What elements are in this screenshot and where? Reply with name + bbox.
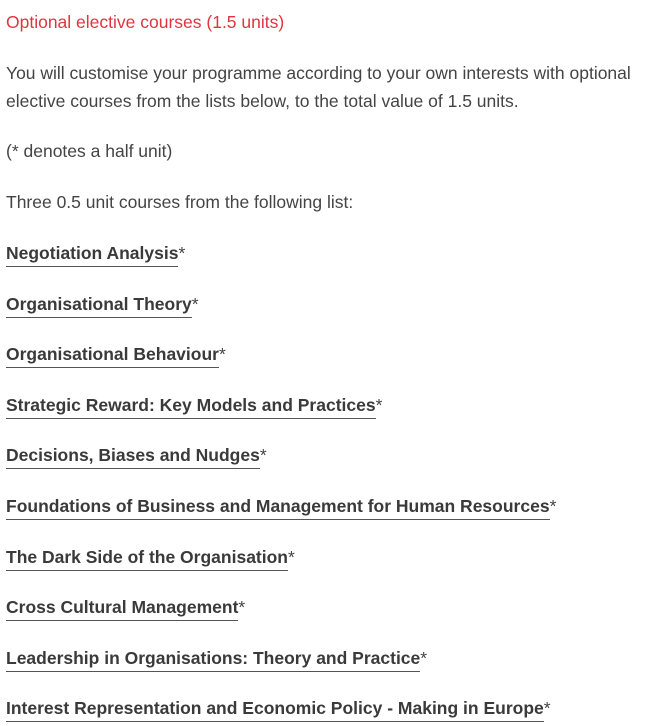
half-unit-marker: * [191,293,199,314]
course-link-leadership-organisations[interactable]: Leadership in Organisations: Theory and Practice [6,648,420,672]
course-link-negotiation-analysis[interactable]: Negotiation Analysis [6,243,178,267]
half-unit-marker: * [238,597,246,618]
intro-paragraph: You will customise your programme according to your own interests with optional elective courses from the lists below, to the total value of 1.5 units. [6,63,631,111]
half-unit-marker: * [288,546,295,567]
course-link-cross-cultural-management[interactable]: Cross Cultural Management [6,597,238,621]
half-unit-marker: * [420,647,428,668]
half-unit-marker: * [549,495,557,516]
list-item [6,492,657,520]
course-list [6,239,657,722]
list-item [6,694,657,722]
course-link-interest-representation[interactable]: Interest Representation and Economic Policy - Making in Europe [6,698,544,722]
half-unit-marker: * [178,243,186,263]
list-item [6,290,657,318]
list-intro: Three 0.5 unit courses from the following list: [6,192,354,212]
list-item [6,239,657,267]
half-unit-marker: * [375,394,383,415]
course-link-dark-side-organisation[interactable]: The Dark Side of the Organisation [6,547,288,571]
course-link-decisions-biases-nudges[interactable]: Decisions, Biases and Nudges [6,445,260,469]
half-unit-marker: * [259,445,267,466]
course-link-foundations-business-management[interactable]: Foundations of Business and Management for Human Resources [6,496,550,520]
course-link-strategic-reward[interactable]: Strategic Reward: Key Models and Practices [6,395,376,419]
list-item [6,340,657,368]
list-item [6,441,657,469]
list-item [6,543,657,571]
list-item [6,391,657,419]
list-item [6,593,657,621]
half-unit-marker: * [218,344,226,365]
section-heading: Optional elective courses (1.5 units) [6,12,285,32]
half-unit-note: (* denotes a half unit) [6,141,173,161]
course-link-organisational-theory[interactable]: Organisational Theory [6,294,192,318]
list-item [6,644,657,672]
course-link-organisational-behaviour[interactable]: Organisational Behaviour [6,344,219,368]
half-unit-marker: * [543,698,551,719]
